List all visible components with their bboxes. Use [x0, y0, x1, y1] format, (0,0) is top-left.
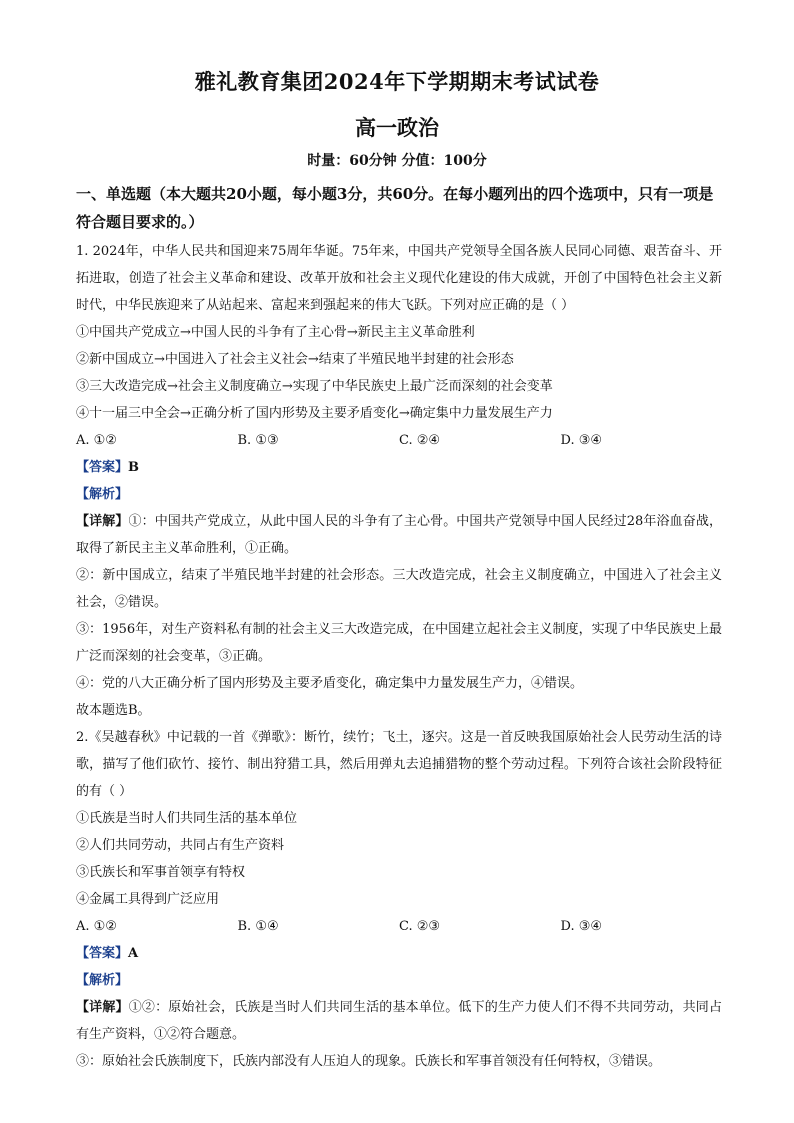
answer-label: 【答案】 — [76, 946, 129, 961]
detail-paragraph: ④：党的八大正确分析了国内形势及主要矛盾变化，确定集中力量发展生产力，④错误。 — [76, 676, 584, 691]
answer-value: B — [128, 460, 140, 475]
answer-line — [76, 940, 722, 967]
detail-text: ①：中国共产党成立，从此中国人民的斗争有了主心骨。中国共产党领导中国人民经过28年浴血奋战，取得了新民主主义革命胜利，①正确。 — [76, 514, 722, 556]
question-2 — [76, 724, 722, 1075]
option-d: D. ③④ — [560, 919, 603, 934]
answer-value: A — [128, 946, 139, 961]
question-item: ②人们共同劳动，共同占有生产资料 — [76, 838, 285, 853]
option-c: C. ②③ — [399, 919, 441, 934]
analysis-line — [76, 967, 722, 994]
question-item: ③氏族长和军事首领享有特权 — [76, 865, 246, 880]
question-item: ①中国共产党成立→中国人民的斗争有了主心骨→新民主主义革命胜利 — [76, 325, 475, 340]
option-c: C. ②④ — [399, 433, 441, 448]
section-heading: 一、单选题（本大题共20小题，每小题3分，共60分。在每小题列出的四个选项中，只有一项是符合题目要求的。） — [76, 185, 714, 231]
analysis-label: 【解析】 — [76, 487, 129, 502]
exam-content — [76, 180, 722, 1075]
detail-text: ①②：原始社会，氏族是当时人们共同生活的基本单位。低下的生产力使人们不得不共同劳动，共同占有生产资料，①②符合题意。 — [76, 1000, 722, 1042]
question-item: ②新中国成立→中国进入了社会主义社会→结束了半殖民地半封建的社会形态 — [76, 352, 514, 367]
analysis-label: 【解析】 — [76, 973, 129, 988]
exam-title: 雅礼教育集团2024年下学期期末考试试卷 — [194, 69, 600, 94]
conclusion: 故本题选B。 — [76, 703, 151, 718]
option-d: D. ③④ — [560, 433, 603, 448]
question-item: ①氏族是当时人们共同生活的基本单位 — [76, 811, 298, 826]
answer-label: 【答案】 — [76, 460, 129, 475]
option-b: B. ①③ — [237, 433, 279, 448]
answer-options — [76, 427, 722, 454]
question-stem: 2.《吴越春秋》中记载的一首《弹歌》：断竹，续竹；飞土，逐宍。这是一首反映我国原始社会人民劳动生活的诗歌，描写了他们砍竹、接竹、制出狩猎工具，然后用弹丸去追捕猎物的整个劳动过程。下列符合该社会阶段特征的有（ ） — [76, 730, 722, 799]
question-item: ④金属工具得到广泛应用 — [76, 892, 220, 907]
detail-paragraph: ②：新中国成立，结束了半殖民地半封建的社会形态。三大改造完成，社会主义制度确立，中国进入了社会主义社会，②错误。 — [76, 568, 722, 610]
option-a: A. ①② — [76, 919, 117, 934]
answer-line — [76, 454, 722, 481]
option-b: B. ①④ — [237, 919, 279, 934]
question-item: ③三大改造完成→社会主义制度确立→实现了中华民族史上最广泛而深刻的社会变革 — [76, 379, 553, 394]
detail-paragraph: ③：1956年，对生产资料私有制的社会主义三大改造完成，在中国建立起社会主义制度，实现了中华民族史上最广泛而深刻的社会变革，③正确。 — [76, 622, 722, 664]
question-1 — [76, 238, 722, 724]
subject-title: 高一政治 — [355, 115, 439, 140]
analysis-line — [76, 481, 722, 508]
detail-label: 【详解】 — [76, 1000, 129, 1015]
detail-label: 【详解】 — [76, 514, 129, 529]
exam-meta: 时量：60分钟 分值：100分 — [307, 153, 487, 169]
detail-paragraph: ③：原始社会氏族制度下，氏族内部没有人压迫人的现象。氏族长和军事首领没有任何特权，③错误。 — [76, 1054, 662, 1069]
option-a: A. ①② — [76, 433, 117, 448]
detail-paragraph — [76, 508, 722, 562]
question-item: ④十一届三中全会→正确分析了国内形势及主要矛盾变化→确定集中力量发展生产力 — [76, 406, 553, 421]
question-stem: 1. 2024年，中华人民共和国迎来75周年华诞。75年来，中国共产党领导全国各族人民同心同德、艰苦奋斗、开拓进取，创造了社会主义革命和建设、改革开放和社会主义现代化建设的伟大成就，开创了中国特色社会主义新时代，中华民族迎来了从站起来、富起来到强起来的伟大飞跃。下列对应正确的是（ ） — [76, 244, 722, 313]
detail-paragraph — [76, 994, 722, 1048]
answer-options — [76, 913, 722, 940]
